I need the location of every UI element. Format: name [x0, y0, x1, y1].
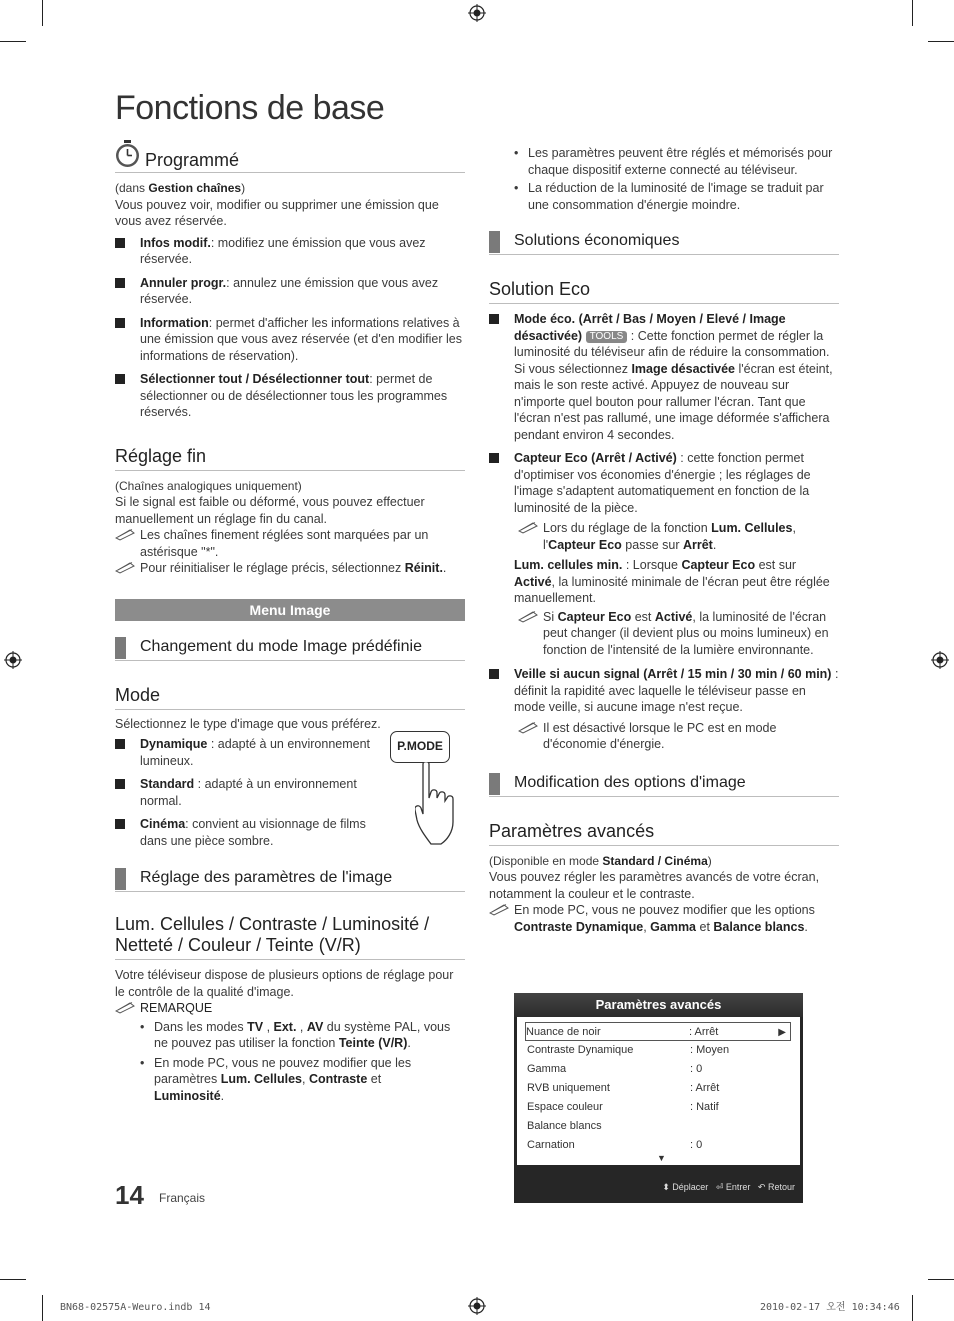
section-subheading: Changement du mode Image prédéfinie [115, 637, 465, 661]
lum-min-text: Lum. cellules min. : Lorsque Capteur Eco est sur Activé, la luminosité minimale de l'écran peut être réglée manuellement. [514, 558, 830, 605]
pencil-note-icon [115, 560, 137, 574]
crop-mark [912, 0, 913, 26]
mode-block [115, 716, 465, 850]
registration-mark-icon [931, 651, 949, 669]
pmode-button: P.MODE [390, 731, 450, 763]
osd-row[interactable]: Balance blancs [527, 1120, 602, 1132]
solution-eco-heading: Solution Eco [489, 278, 839, 304]
pencil-note-icon [518, 720, 540, 734]
return-icon: ↶ [757, 1181, 766, 1192]
list-item: • En mode PC, vous ne pouvez modifier que les paramètres Lum. Cellules, Contraste et Luminosité. [140, 1055, 430, 1105]
list-item: Annuler progr.: annulez une émission que vous avez réservée. [115, 275, 465, 308]
osd-row[interactable]: Contraste Dynamique : Moyen [527, 1044, 730, 1056]
pencil-note-icon [115, 527, 137, 541]
crop-mark [0, 41, 26, 42]
osd-row[interactable]: Espace couleur : Natif [527, 1101, 719, 1113]
lum-heading: Lum. Cellules / Contraste / Luminosité / Netteté / Couleur / Teinte (V/R) [115, 914, 465, 960]
osd-list [517, 1017, 800, 1165]
enter-icon: ⏎ [715, 1181, 724, 1192]
avances-intro: Vous pouvez régler les paramètres avancés de votre écran, notamment la couleur et le contraste. [489, 870, 820, 901]
list-item: Information: permet d'afficher les informations relatives à une émission que vous avez réservée (et d'en modifier les informations de réservation). [115, 315, 465, 365]
note: Il est désactivé lorsque le PC est en mode d'économie d'énergie. [518, 720, 839, 753]
osd-row-nuance-de-noir[interactable]: Nuance de noir : Arrêt ▶ [525, 1022, 791, 1041]
list-item: Standard : adapté à un environnement normal. [115, 776, 387, 809]
section-subheading: Réglage des paramètres de l'image [115, 868, 465, 892]
pencil-note-icon [518, 609, 540, 623]
crop-mark [928, 41, 954, 42]
tools-button-icon: TOOLS [586, 331, 628, 343]
print-date: 2010-02-17 오전 10:34:46 [760, 1302, 900, 1313]
reglage-fin-heading: Réglage fin [115, 445, 465, 471]
registration-mark-icon [4, 651, 22, 669]
left-column [115, 140, 465, 1104]
arrow-right-icon: ▶ [778, 1027, 786, 1038]
list-item: Infos modif.: modifiez une émission que vous avez réservée. [115, 235, 465, 268]
crop-mark [42, 0, 43, 26]
avances-context: (Disponible en mode Standard / Cinéma) [489, 853, 712, 868]
osd-footer: ⬍ Déplacer ⏎ Entrer ↶ Retour [662, 1181, 795, 1192]
list-item: • Dans les modes TV , Ext. , AV du système PAL, vous ne pouvez pas utiliser la fonction Teinte (V/R). [140, 1019, 465, 1052]
list-item: Cinéma: convient au visionnage de films dans une pièce sombre. [115, 816, 387, 849]
section-subheading: Modification des options d'image [489, 773, 839, 797]
registration-mark-icon [468, 4, 486, 22]
pencil-note-icon [489, 902, 511, 916]
programme-intro: Vous pouvez voir, modifier ou supprimer une émission que vous avez réservée. [115, 197, 439, 228]
list-item: • Les paramètres peuvent être réglés et mémorisés pour chaque dispositif externe connecté au téléviseur. [514, 145, 839, 178]
move-icon: ⬍ [662, 1181, 670, 1192]
programme-title: Programmé [145, 150, 240, 170]
note: Si Capteur Eco est Activé, la luminosité de l'écran peut changer (il devient plus ou moins lumineux) en fonction de l'intensité de la lumière environnante. [518, 609, 839, 659]
programme-heading [115, 140, 465, 173]
page-language: Français [159, 1191, 206, 1205]
list-item: Dynamique : adapté à un environnement lumineux. [115, 736, 387, 769]
crop-mark [912, 1295, 913, 1321]
osd-row[interactable]: Gamma : 0 [527, 1063, 703, 1075]
print-file-info: BN68-02575A-Weuro.indb 14 [60, 1302, 211, 1313]
reglage-context: (Chaînes analogiques uniquement) [115, 478, 302, 493]
page-number: 14 [115, 1180, 144, 1210]
registration-mark-icon [468, 1297, 486, 1315]
list-item: Sélectionner tout / Désélectionner tout: permet de sélectionner ou de désélectionner tous les programmes réservés. [115, 371, 465, 421]
section-subheading: Solutions économiques [489, 231, 839, 255]
list-item: Veille si aucun signal (Arrêt / 15 min / 30 min / 60 min) : définit la rapidité avec laquelle le téléviseur passe en mode veille, si aucune image n'est reçue. [489, 666, 839, 716]
clock-icon [115, 140, 140, 168]
note: En mode PC, vous ne pouvez modifier que les options Contraste Dynamique, Gamma et Balance blancs. [489, 902, 839, 935]
crop-mark [42, 1295, 43, 1321]
mode-intro: Sélectionnez le type d'image que vous préférez. [115, 716, 381, 731]
page-title: Fonctions de base [115, 89, 385, 127]
mode-heading: Mode [115, 684, 465, 710]
scroll-down-icon: ▼ [657, 1153, 666, 1163]
osd-title: Paramètres avancés [514, 993, 803, 1017]
crop-mark [928, 1279, 954, 1280]
note: Pour réinitialiser le réglage précis, sélectionnez Réinit.. [115, 560, 465, 577]
note: Lors du réglage de la fonction Lum. Cellules, l'Capteur Eco passe sur Arrêt. [518, 520, 839, 553]
reglage-intro: Si le signal est faible ou déformé, vous pouvez effectuer manuellement un réglage fin du canal. [115, 495, 425, 526]
osd-advanced-settings-menu [514, 993, 803, 1203]
hand-pointer-icon [415, 762, 470, 847]
pencil-note-icon [115, 1000, 137, 1014]
menu-image-bar: Menu Image [115, 599, 465, 621]
osd-row[interactable]: Carnation : 0 [527, 1139, 703, 1151]
list-item: Capteur Eco (Arrêt / Activé) : cette fonction permet d'optimiser vos économies d'énergie ; les réglages de l'image s'adaptent automatiquement en fonction de la luminosité de la pièce. [489, 450, 839, 516]
osd-row[interactable]: RVB uniquement : Arrêt [527, 1082, 720, 1094]
pencil-note-icon [518, 520, 540, 534]
lum-intro: Votre téléviseur dispose de plusieurs options de réglage pour le contrôle de la qualité d'image. [115, 968, 454, 999]
crop-mark [0, 1279, 26, 1280]
remark-note: REMARQUE [115, 1000, 465, 1017]
list-item: Mode éco. (Arrêt / Bas / Moyen / Elevé / Image désactivée) TOOLS : Cette fonction permet de régler la luminosité du téléviseur afin de réduire la consommation. Si vous sélectionnez Image désactivée l'écran est éteint, mais le son reste activé. Appuyez de nouveau sur n'importe quel bouton pour rallumer l'écran. Tant que l'écran n'est pas rallumé, une image déformée s'affichera pendant environ 4 secondes. [489, 311, 839, 443]
programme-context: (dans Gestion chaînes) [115, 181, 246, 195]
right-column [489, 145, 839, 935]
parametres-avances-heading: Paramètres avancés [489, 820, 839, 846]
note: Les chaînes finement réglées sont marquées par un astérisque "*". [115, 527, 465, 560]
list-item: • La réduction de la luminosité de l'image se traduit par une consommation d'énergie moindre. [514, 180, 839, 213]
